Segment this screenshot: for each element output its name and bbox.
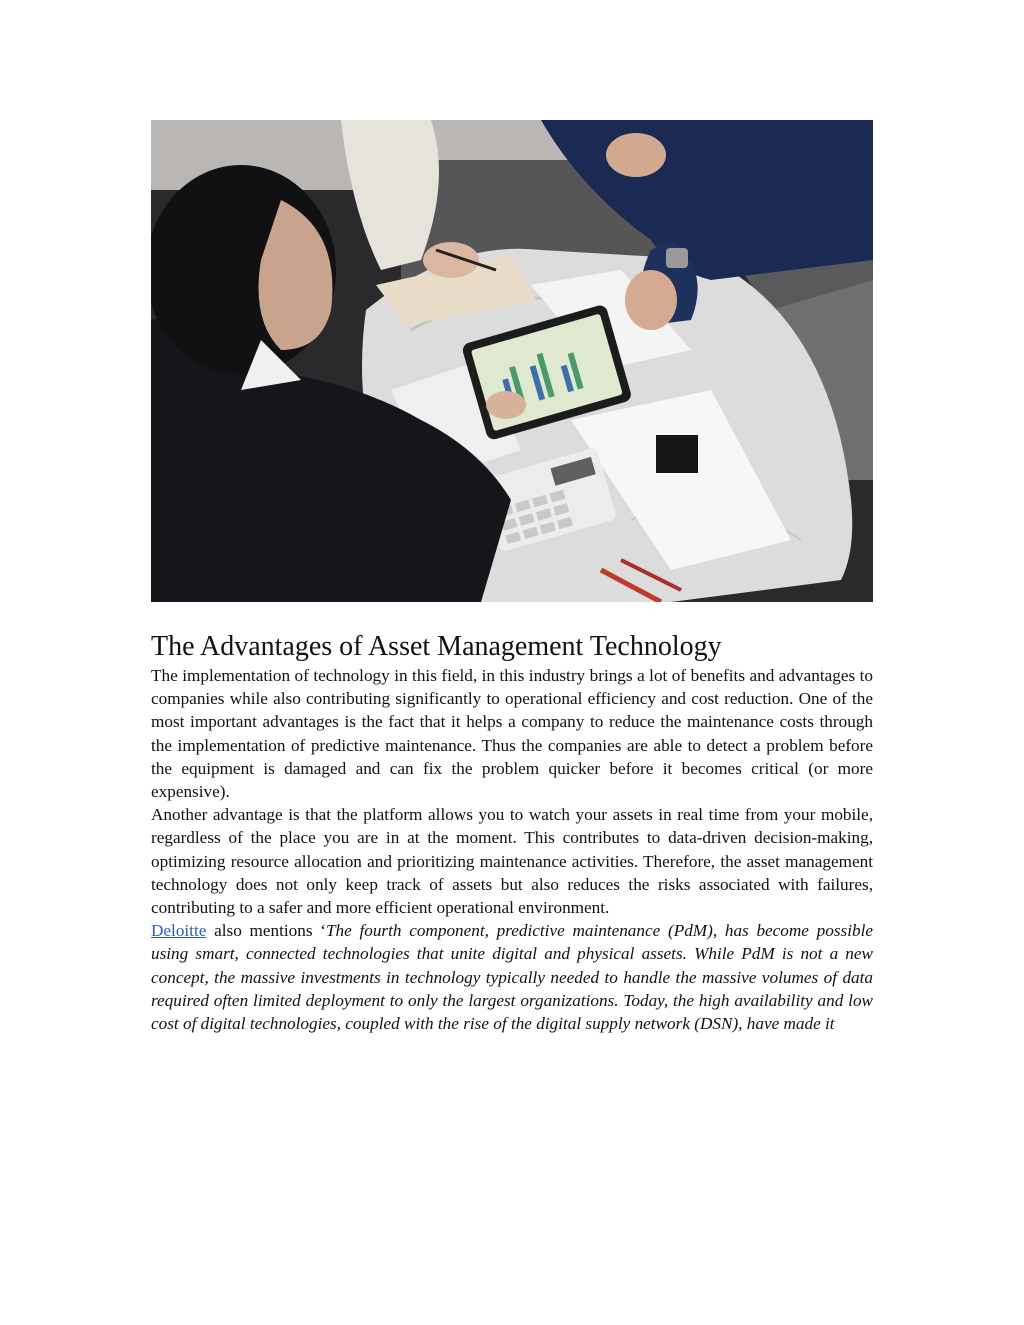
deloitte-quote: The fourth component, predictive maintenance (PdM), has become possible using smart, connected technologies that unite digital and physical assets. While PdM is not a new concept, the massive investments in technology typically needed to handle the massive volumes of data required often limited deployment to only the largest organizations. Today, the high availability and low cost of digital technologies, coupled with the rise of the digital supply network (DSN), have made it [151,921,873,1034]
article [151,120,873,1035]
business-meeting-photo [151,120,873,602]
deloitte-link[interactable]: Deloitte [151,921,207,941]
paragraph-3 [151,919,873,1035]
paragraph-2: Another advantage is that the platform allows you to watch your assets in real time from your mobile, regardless of the place you are in at the moment. This contributes to data-driven decision-making, optimizing resource allocation and prioritizing maintenance activities. Therefore, the asset management technology does not only keep track of assets but also reduces the risks associated with failures, contributing to a safer and more efficient operational environment. [151,805,873,918]
article-heading: The Advantages of Asset Management Technology [151,631,722,662]
paragraph-3-lead: also mentions ‘ [206,921,326,941]
paragraph-1: The implementation of technology in this field, in this industry brings a lot of benefits and advantages to companies while also contributing significantly to operational efficiency and cost reduction. One of the most important advantages is the fact that it helps a company to reduce the maintenance costs through the implementation of predictive maintenance. Thus the companies are able to detect a problem before the equipment is damaged and can fix the problem quicker before it becomes critical (or more expensive). [151,666,873,802]
